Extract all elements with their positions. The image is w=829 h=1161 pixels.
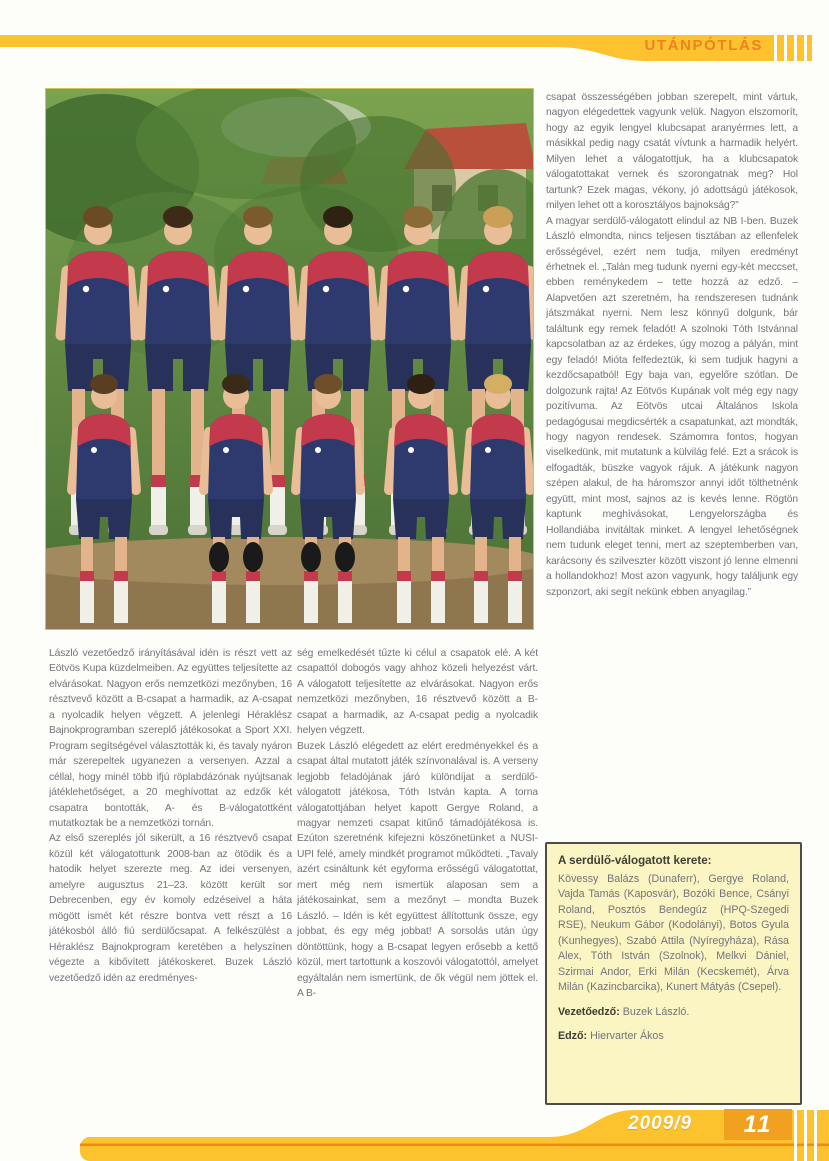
article-column-middle [297, 646, 538, 1108]
issue-number: 2009/9 [628, 1113, 693, 1134]
paragraph: Buzek László elégedett az elért eredményekkel és a csapat által mutatott játék színvonalával is. A verseny legjobb feladójának járó különdíjat a serdülő-válogatott játékosa, Tóth István kapta. A torna válogatottjában helyet kapott Gergye Roland, a magyar nemzeti csapat kitűnő támadójátékosa is. Ezúton szeretnénk kifejezni köszönetünket a NUSI-UPI felé, amely mindkét programot működteti. „Tavaly azért csináltunk két egyforma erősségű válogatottat, mert még nem ismertük alaposan sem a játékosainkat, sem a mezőnyt – mondta Buzek László. – Idén is két együttest állítottunk össze, egy jobbat, és egy még jobbat! A sorsolás után úgy döntöttünk, hogy a B-csapat legyen erősebb a kettő közül, mert tartottunk a koszovói válogatottól, amelyet egyáltalán nem ismertünk, de ők végül nem jöttek el. A B- [297, 740, 538, 999]
roster-box [545, 842, 802, 1105]
footer-band [80, 1106, 829, 1161]
head-coach-name: Buzek László. [622, 1005, 690, 1018]
coach-line [558, 1029, 789, 1045]
article-column-left [49, 646, 292, 1108]
roster-title: A serdülő-válogatott kerete: [558, 854, 712, 867]
paragraph: László vezetőedző irányításával idén is részt vett az Eötvös Kupa küzdelmeiben. Az együttes teljesítette az elvárásokat. Nagyon erős nemzetközi mezőnyben, 16 résztvevő között a B-csapat a harmadik, az A-csapat a nyolcadik helyen végzett. A jelenlegi Héraklész Bajnokprogramban szereplő játékosokat a Sport XXI. Program segítségével választották ki, és tavaly nyáron már szerepeltek ugyanezen a versenyen. Azzal a céllal, hogy minél több ifjú röplabdázónak nyújtsanak játéklehetőséget, a 20 meghívottat az edzők két csapatra bontották, A- és B-válogatottként mutatkoztak be a nemzetközi tornán. [49, 648, 292, 829]
page-number-badge [724, 1109, 792, 1140]
paragraph: A magyar serdülő-válogatott elindul az NB I-ben. Buzek László elmondta, nincs teljesen tisztában az ellenfelek erősségével, ezért nem tudja, milyen eredményt érhetnek el. „Talán meg tudunk nyerni egy-két meccset, ebben reménykedem – tette hozzá az edző. – Alapvetően azt szeretném, ha rendszeresen tudnánk játszmákat nyerni. Nem lesz könnyű dolgunk, bár találtunk egy remek feladót! A szolnoki Tóth Istvánnal kapcsolatban az az érdekes, úgy mozog a pályán, mint egy feladó! Mióta felfedeztük, ki sem tudjuk hagyni a kezdőcsapatból! Egy baja van, egyelőre szótlan. De dolgozunk rajta! Az Eötvös Kupának volt még egy nagy pozitívuma. Az Eötvös utcai Általános Iskola pedagógusai megdicsérték a csapatunkat, azt mondták, hogy nagyon rendesek. Számomra fontos, hogyan viselkedünk, mit mutatunk a külvilág felé. Ezt a srácok is elfogadták, büszke vagyok rájuk. A játékunk nagyon szépen alakul, de ha háromszor annyi időt tölthetnénk együtt, mint most, sajnos az is kevés lenne. Rögtön kaptunk meghívásokat, Lengyelországba és Hollandiába invitáltak minket. A lengyel lehetőségnek nem tudunk eleget tenni, mert az szeptemberben van, karácsony és szilveszter között viszont jó lenne elmenni a hollandokhoz! Most azon vagyunk, hogy találjunk egy szponzort, aki segít nekünk ebben anyagilag.” [546, 215, 798, 598]
article-column-right [546, 90, 798, 836]
head-coach-line [558, 1005, 789, 1021]
coach-name: Hiervarter Ákos [590, 1030, 664, 1042]
paragraph: ség emelkedését tűzte ki célul a csapatok elé. A két csapattól dobogós vagy ahhoz közeli helyezést várt. A válogatott teljesítette az elvárásokat. Nagyon erős nemzetközi mezőnyben, 16 résztvevő között a B-csapat a harmadik, az A-csapat pedig a nyolcadik helyen végzett. [297, 648, 538, 737]
page-number: 11 [743, 1110, 773, 1138]
paragraph: Az első szereplés jól sikerült, a 16 résztvevő csapat közül két válogatottunk 2008-ban az ötödik és a hatodik helyet szerezte meg. Az idei versenyen, amelyre augusztus 21–23. között került sor Debrecenben, egy év komoly edzéseivel a háta mögött ismét két részre bontva vett részt a 16 játékosból álló fiú serdülőcsapat. A felkészülést a Héraklész Bajnokprogram keretében a helyszínen végezte a kibővített játékoskeret. Buzek László vezetőedző idén az eredményes- [49, 833, 292, 984]
paragraph: csapat összességében jobban szerepelt, mint vártuk, nagyon elégedettek vagyunk velük. Nagyon elszomorít, hogy az egyik lengyel klubcsapat aranyérmes lett, a másikkal pedig nagy csatát vívtunk a harmadik helyért. Milyen lehet a válogatottjuk, ha a klubcsapatok válogatottakat vernek és szorongatnak meg? Hol tartunk? Ezek magas, vékony, jó adottságú játékosok, milyen lehet ott a korosztályos bajnokság?” [546, 92, 798, 212]
roster-body: Kövessy Balázs (Dunaferr), Gergye Roland, Vajda Tamás (Kaposvár), Bozóki Bence, Csányi Roland, Posztós Bendegúz (HPQ-Szegedi RSE), Neukum Gábor (Kodolányi), Botos Gyula (Kunhegyes), Szabó Attila (Nyíregyháza), Rása Alex, Tóth István (Szolnok), Melkvi Dániel, Szirmai Andor, Erki Milán (Kecskemét), Árva Milán (Kazincbarcika), Kunert Mátyás (Csepel). [558, 872, 789, 993]
team-photo [45, 88, 534, 630]
section-label: UTÁNPÓTLÁS [644, 37, 763, 54]
stripe-marks-icon [787, 1108, 823, 1161]
coach-label: Edző: [558, 1030, 588, 1042]
stripe-marks-icon [767, 30, 809, 61]
head-coach-label: Vezetőedző: [558, 1005, 620, 1018]
